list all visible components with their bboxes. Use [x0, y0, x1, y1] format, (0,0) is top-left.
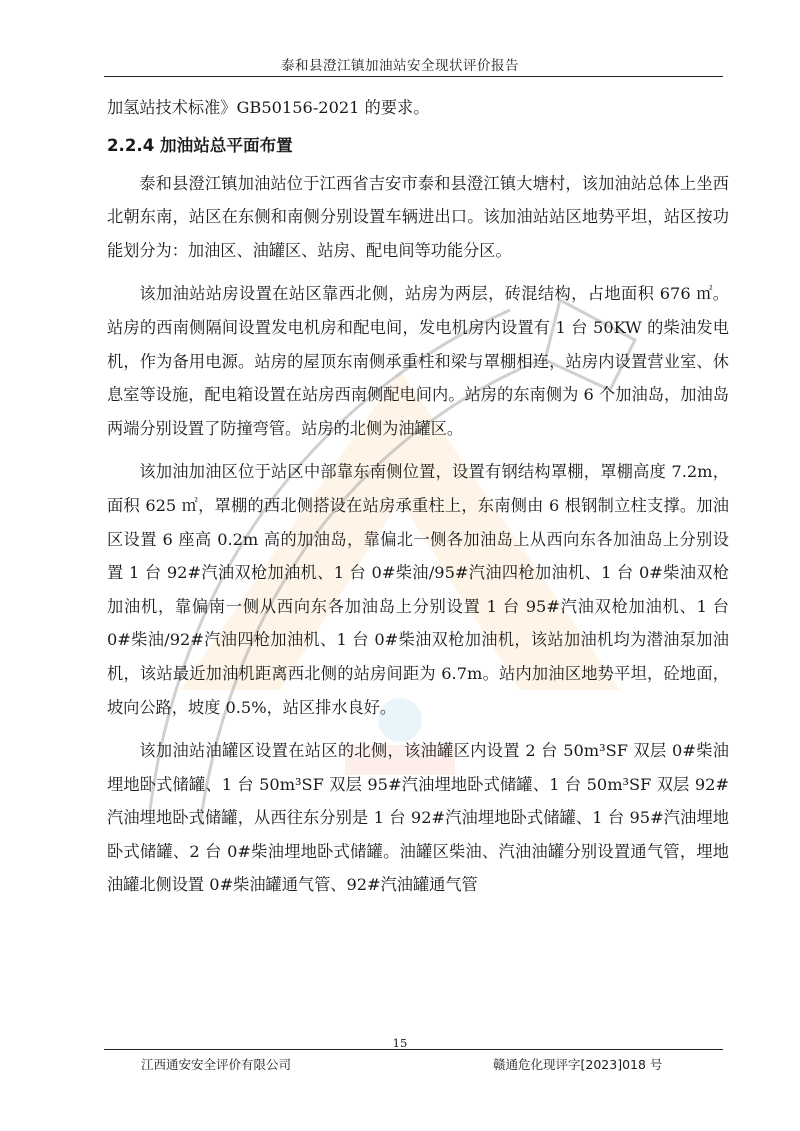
footer-company-name: 江西通安安全评价有限公司 — [141, 1057, 292, 1072]
page-header-title: 泰和县澄江镇加油站安全现状评价报告 — [281, 58, 519, 74]
paragraph-station-building: 该加油站站房设置在站区靠西北侧，站房为两层，砖混结构，占地面积 676 ㎡。站房的西南侧隔间设置发电机房和配电间，发电机房内设置有 1 台 50KW 的柴油发电机，作为备用电源。站房的屋顶东南侧承重柱和梁与罩棚相连，站房内设置营业室、休息室等设施，配电箱设置在站房西南侧配电间内。站房的东南侧为 6 个加油岛，加油岛两端分别设置了防撞弯管。站房的北侧为油罐区。 — [107, 284, 729, 438]
page-number: 15 — [392, 1036, 408, 1050]
paragraph-site-location: 泰和县澄江镇加油站位于江西省吉安市泰和县澄江镇大塘村，该加油站总体上坐西北朝东南，站区在东侧和南侧分别设置车辆进出口。该加油站站区地势平坦，站区按功能划分为：加油区、油罐区、站房、配电间等功能分区。 — [107, 173, 729, 260]
footer-report-number: 赣通危化现评字[2023]018 号 — [493, 1057, 663, 1072]
paragraph-refueling-area: 该加油加油区位于站区中部靠东南侧位置，设置有钢结构罩棚，罩棚高度 7.2m，面积 625 ㎡，罩棚的西北侧搭设在站房承重柱上，东南侧由 6 根钢制立柱支撑。加油区设置 6 座高 0.2m 高的加油岛，靠偏北一侧各加油岛上从西向东各加油岛上分别设置 1 台 92#汽油双枪加油机、1 台 0#柴油/95#汽油四枪加油机、1 台 0#柴油双枪加油机，靠偏南一侧从西向东各加油岛上分别设置 1 台 95#汽油双枪加油机、1 台 0#柴油/92#汽油四枪加油机、1 台 0#柴油双枪加油机，该站加油机均为潜油泵加油机，该站最近加油机距离西北侧的站房间距为 6.7m。站内加油区地势平坦，砼地面，坡向公路，坡度 0.5%，站区排水良好。 — [107, 462, 729, 717]
header-divider — [104, 76, 723, 77]
document-body — [107, 91, 729, 912]
section-heading: 2.2.4 加油站总平面布置 — [107, 135, 293, 155]
paragraph-tank-area: 该加油站油罐区设置在站区的北侧，该油罐区内设置 2 台 50m³SF 双层 0#柴油埋地卧式储罐、1 台 50m³SF 双层 95#汽油埋地卧式储罐、1 台 50m³SF 双层 92#汽油埋地卧式储罐，从西往东分别是 1 台 92#汽油埋地卧式储罐、1 台 95#汽油埋地卧式储罐、2 台 0#柴油埋地卧式储罐。油罐区柴油、汽油油罐分别设置通气管，埋地油罐北侧设置 0#柴油罐通气管、92#汽油罐通气管 — [107, 741, 729, 895]
footer-divider — [104, 1049, 723, 1050]
continuation-text: 加氢站技术标准》GB50156-2021 的要求。 — [107, 98, 430, 117]
